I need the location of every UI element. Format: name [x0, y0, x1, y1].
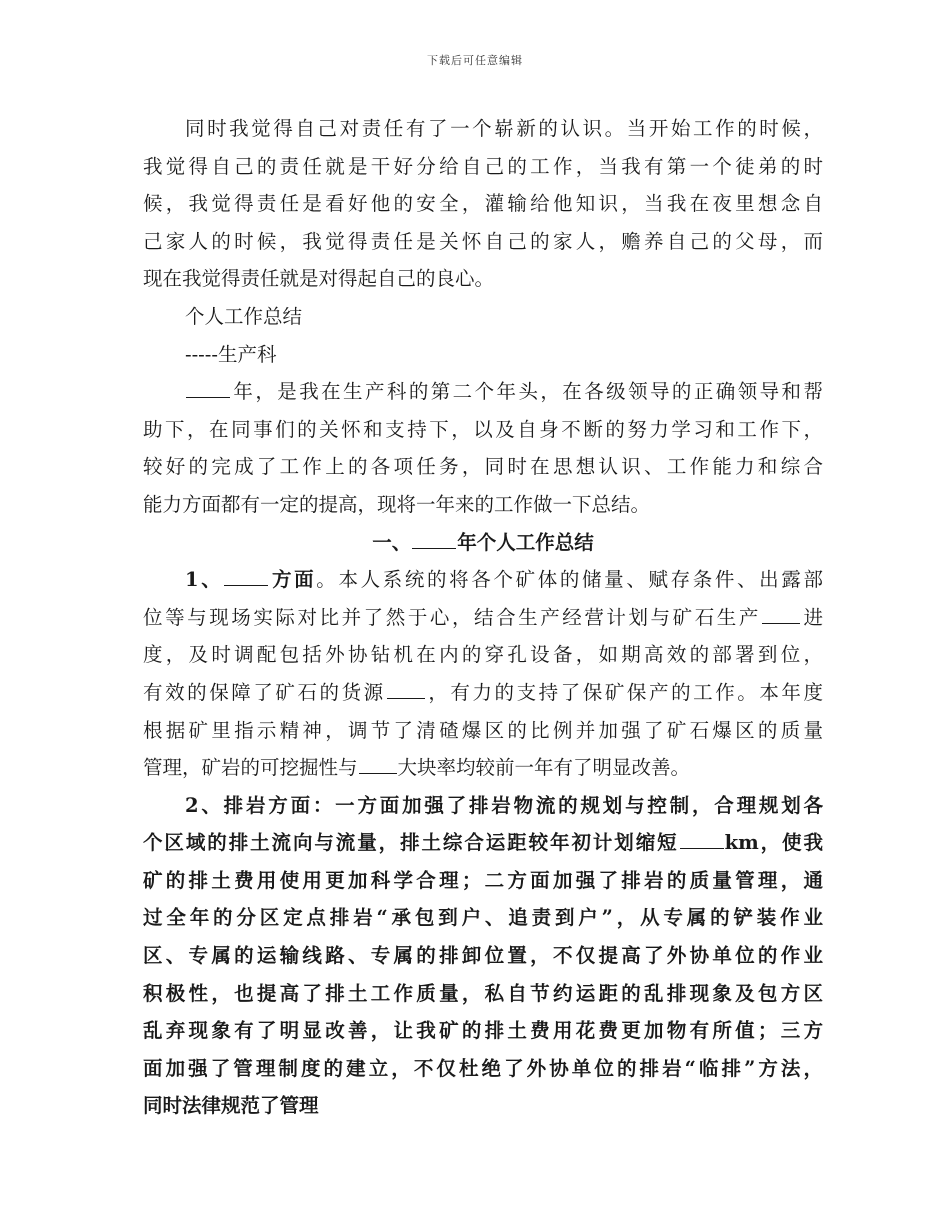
item1-label: 1、 方面: [185, 568, 316, 591]
item1-line-5: 根据矿里指示精神，调节了清碴爆区的比例并加强了矿石爆区的质量: [143, 718, 823, 742]
year-blank: [186, 375, 230, 398]
section1-heading: 一、 年个人工作总结: [143, 524, 823, 562]
intro-line-4: 能力方面都有一定的提高，现将一年来的工作做一下总结。: [143, 492, 651, 516]
para1-line-3: 候，我觉得责任是看好他的安全，灌输给他知识，当我在夜里想念自: [143, 192, 823, 216]
item2-line-6: 积极性，也提高了排土工作质量，私自节约运距的乱排现象及包方区: [143, 981, 823, 1005]
document-title: 个人工作总结: [185, 304, 303, 328]
para1-line-5: 现在我觉得责任就是对得起自己的良心。: [143, 267, 495, 291]
heading-year-blank: [412, 526, 456, 549]
item1-blank-4: [387, 676, 425, 699]
intro-line-3: 较好的完成了工作上的各项任务，同时在思想认识、工作能力和综合: [143, 455, 823, 479]
para1-line-2: 我觉得自己的责任就是干好分给自己的工作，当我有第一个徒弟的时: [143, 154, 823, 178]
item1-line-6: 管理，矿岩的可挖掘性与 大块率均较前一年有了明显改善。: [143, 749, 823, 787]
item1-line-4: 有效的保障了矿石的货源 ，有力的支持了保矿保产的工作。本年度: [143, 674, 823, 712]
intro-line-1: 年，是我在生产科的第二个年头，在各级领导的正确领导和帮: [143, 373, 823, 411]
item2-line-4: 过全年的分区定点排岩“承包到户、追责到户”，从专属的铲装作业: [143, 906, 823, 930]
item2-line-7: 乱弃现象有了明显改善，让我矿的排土费用花费更加物有所值；三方: [143, 1019, 823, 1043]
intro-line-2: 助下，在同事们的关怀和支持下，以及自身不断的努力学习和工作下，: [143, 417, 823, 441]
item2-line-9: 同时法律规范了管理: [143, 1094, 319, 1118]
document-body: [143, 110, 823, 1125]
item2-line-8: 面加强了管理制度的建立，不仅杜绝了外协单位的排岩“临排”方法，: [143, 1056, 823, 1080]
item1-blank-2: [762, 601, 800, 624]
department-line: -----生产科: [185, 342, 277, 366]
para1-line-1: 同时我觉得自己对责任有了一个崭新的认识。当开始工作的时候，: [185, 117, 823, 140]
item1-line-3: 度，及时调配包括外协钻机在内的穿孔设备，如期高效的部署到位，: [143, 643, 823, 667]
item2-line-5: 区、专属的运输线路、专属的排卸位置，不仅提高了外协单位的作业: [143, 944, 823, 968]
item2-km-blank: [680, 826, 724, 849]
para1-line-4: 己家人的时候，我觉得责任是关怀自己的家人，赡养自己的父母，而: [143, 229, 823, 253]
page-header-note: 下载后可任意编辑: [427, 54, 523, 67]
item2-line-3: 矿的排土费用使用更加科学合理；二方面加强了排岩的质量管理，通: [143, 868, 823, 892]
item1-line-2: 位等与现场实际对比并了然于心，结合生产经营计划与矿石生产 进: [143, 599, 823, 637]
item2-line-2: 个区域的排土流向与流量，排土综合运距较年初计划缩短 km，使我: [143, 824, 823, 862]
item1-blank-6: [359, 751, 397, 774]
item1-line-1: 1、 方面。本人系统的将各个矿体的储量、赋存条件、出露部: [143, 561, 823, 599]
item2-line-1: 2、排岩方面：一方面加强了排岩物流的规划与控制，合理规划各: [185, 793, 823, 817]
item1-label-blank: [224, 563, 268, 586]
